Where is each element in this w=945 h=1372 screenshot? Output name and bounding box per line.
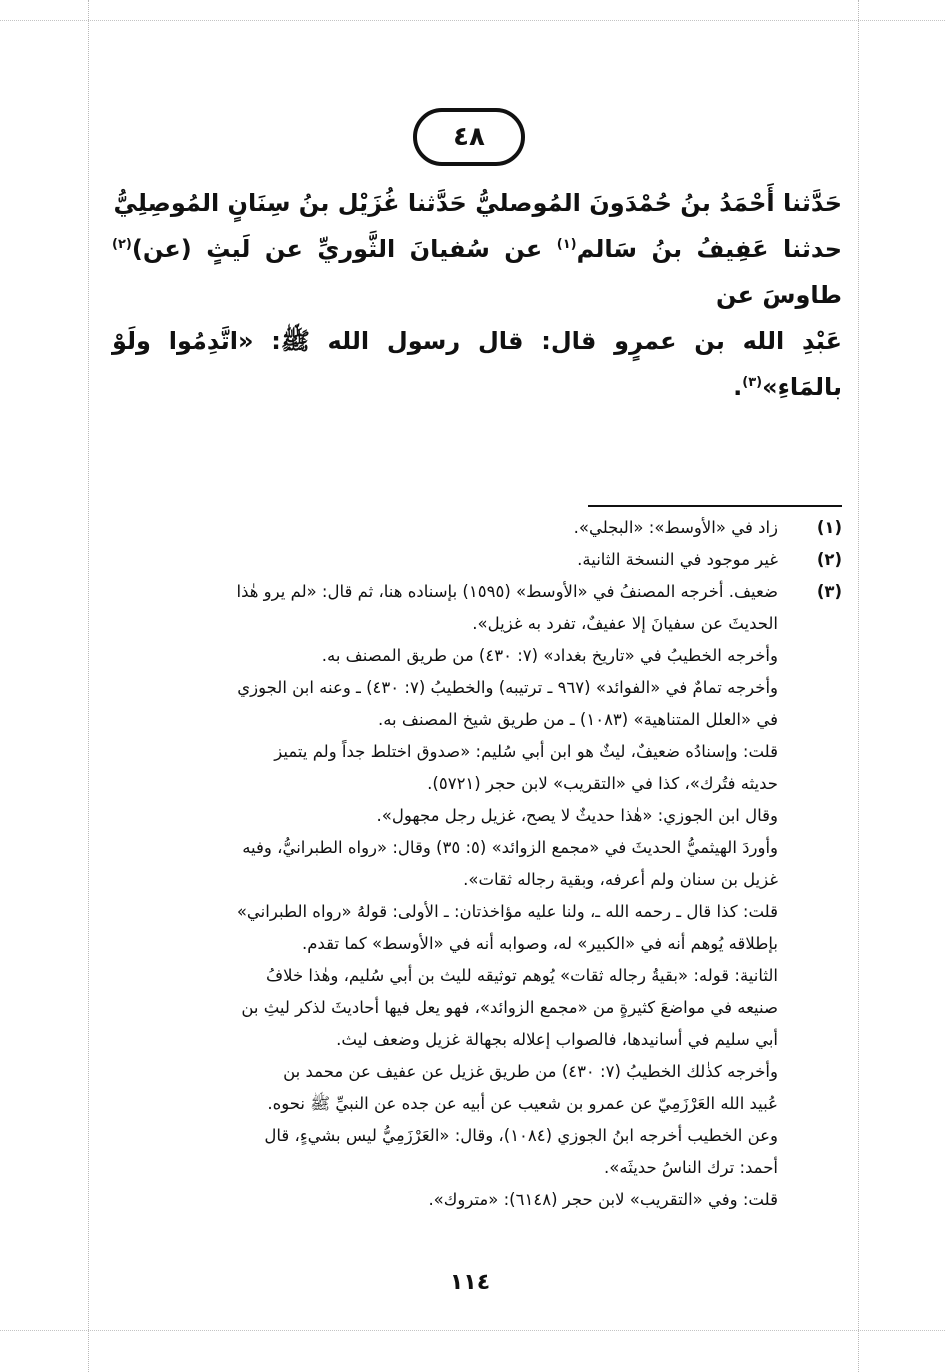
hadith-number-badge [413,108,525,166]
footnote-body [100,512,778,544]
hadith-line-1: حَدَّثنا أَحْمَدُ بنُ حُمْدَونَ المُوصليُّ حَدَّثنا غُزَيْل بنُ سِنَانٍ المُوصِلِيُّ [113,189,842,217]
footnote-line: بإطلاقه يُوهم أنه في «الكبير» له، وصوابه أنه في «الأوسط» كما تقدم. [302,934,778,953]
hadith-line [112,226,842,318]
footnote-marker[interactable]: (٣) [742,375,763,390]
hadith-text [112,180,842,410]
footnote-line: قلت: كذا قال ـ رحمه الله ـ، ولنا عليه مؤاخذتان: ـ الأولى: قولهُ «رواه الطبراني» [236,902,778,921]
footnote-line: قلت: وفي «التقريب» لابن حجر (٦١٤٨): «متروك». [428,1190,778,1209]
footnote-line: غير موجود في النسخة الثانية. [577,550,778,569]
hadith-line-3-part: عَبْدِ الله بن عمرٍو قال: قال رسول الله ﷺ: «اتَّدِمُوا ولَوْ بالمَاءِ» [112,327,842,401]
hadith-line [112,318,842,410]
footnote [100,512,842,544]
footnote-line: وأخرجه الخطيبُ في «تاريخ بغداد» (٧: ٤٣٠) من طريق المصنف به. [321,646,778,665]
footnote-number: (٢) [816,550,842,569]
hadith-line-3-part: . [733,373,743,401]
footnote-line: أبي سليم في أسانيدها، فالصواب إعلاله بجهالة غزيل وضعف ليث. [336,1030,778,1049]
footnote-line: ضعيف. أخرجه المصنفُ في «الأوسط» (١٥٩٥) بإسناده هنا، ثم قال: «لم يرو هٰذا [236,582,778,601]
footnote-line: الثانية: قوله: «بقيةُ رجاله ثقات» يُوهم توثيقه لليث بن أبي سُليم، وهٰذا خلافُ [266,966,778,985]
footnotes [100,512,842,1216]
footnote-line: وأوردَ الهيثميُّ الحديثَ في «مجمع الزوائد» (٥: ٣٥) وقال: «رواه الطبرانيُّ، وفيه [242,838,778,857]
footnote-line: زاد في «الأوسط»: «البجلي». [573,518,778,537]
footnote-line: وعن الخطيب أخرجه ابنُ الجوزي (١٠٨٤)، وقال: «العَرْزَمِيُّ ليس بشيءٍ، قال [264,1126,778,1145]
hadith-line [112,180,842,226]
footnote-number: (١) [816,518,842,537]
hadith-number: ٤٨ [453,122,485,152]
footnote-line: قلت: وإسنادُه ضعيفٌ، ليثٌ هو ابن أبي سُليم: «صدوق اختلط جداً ولم يتميز [274,742,778,761]
footnote-marker[interactable]: (٢) [112,237,132,252]
footnote [100,544,842,576]
margin-guide-bottom [0,1330,945,1331]
footnote-line: أحمد: ترك الناسُ حديثَه». [604,1158,778,1177]
footnote-line: وقال ابن الجوزي: «هٰذا حديثٌ لا يصح، غزيل رجل مجهول». [376,806,778,825]
footnote-line: الحديثَ عن سفيانَ إلا عفيفٌ، تفرد به غزيل». [472,614,778,633]
hadith-line-2-part: حدثنا عَفِيفُ بنُ سَالم [576,235,843,263]
footnote-line: عُبيد الله العَرْزَمِيّ عن عمرو بن شعيب عن أبيه عن جده عن النبيِّ ﷺ نحوه. [267,1094,778,1113]
margin-guide-right [858,0,859,1372]
footnote-line: وأخرجه كذٰلك الخطيبُ (٧: ٤٣٠) من طريق غزيل عن عفيف عن محمد بن [283,1062,778,1081]
footnote-line: غزيل بن سنان ولم أعرفه، وبقية رجاله ثقات». [463,870,778,889]
footnote-line: حديثه فتُرك»، كذا في «التقريب» لابن حجر (٥٧٢١). [427,774,778,793]
footnote-number: (٣) [816,582,842,601]
hadith-line-2-part: عن سُفيانَ الثَّوريِّ عن لَيثٍ (عن) [131,235,557,263]
footnote-line: وأخرجه تمامٌ في «الفوائد» (٩٦٧ ـ ترتيبه) والخطيبُ (٧: ٤٣٠) ـ وعنه ابن الجوزي [237,678,778,697]
margin-guide-left [88,0,89,1372]
footnote-separator [588,505,842,507]
footnote-body [100,576,778,1216]
footnote [100,576,842,1216]
hadith-line-2-part: طاوسَ عن [716,281,842,309]
page-number: ١١٤ [449,1270,491,1295]
footnote-line: صنيعه في مواضعَ كثيرةٍ من «مجمع الزوائد»، فهو يعل فيها أحاديثَ لذكر ليثِ بن [241,998,778,1017]
footnote-marker[interactable]: (١) [556,237,577,252]
footnote-line: في «العلل المتناهية» (١٠٨٣) ـ من طريق شيخ المصنف به. [377,710,778,729]
margin-guide-top [0,20,945,21]
footnote-body [100,544,778,576]
